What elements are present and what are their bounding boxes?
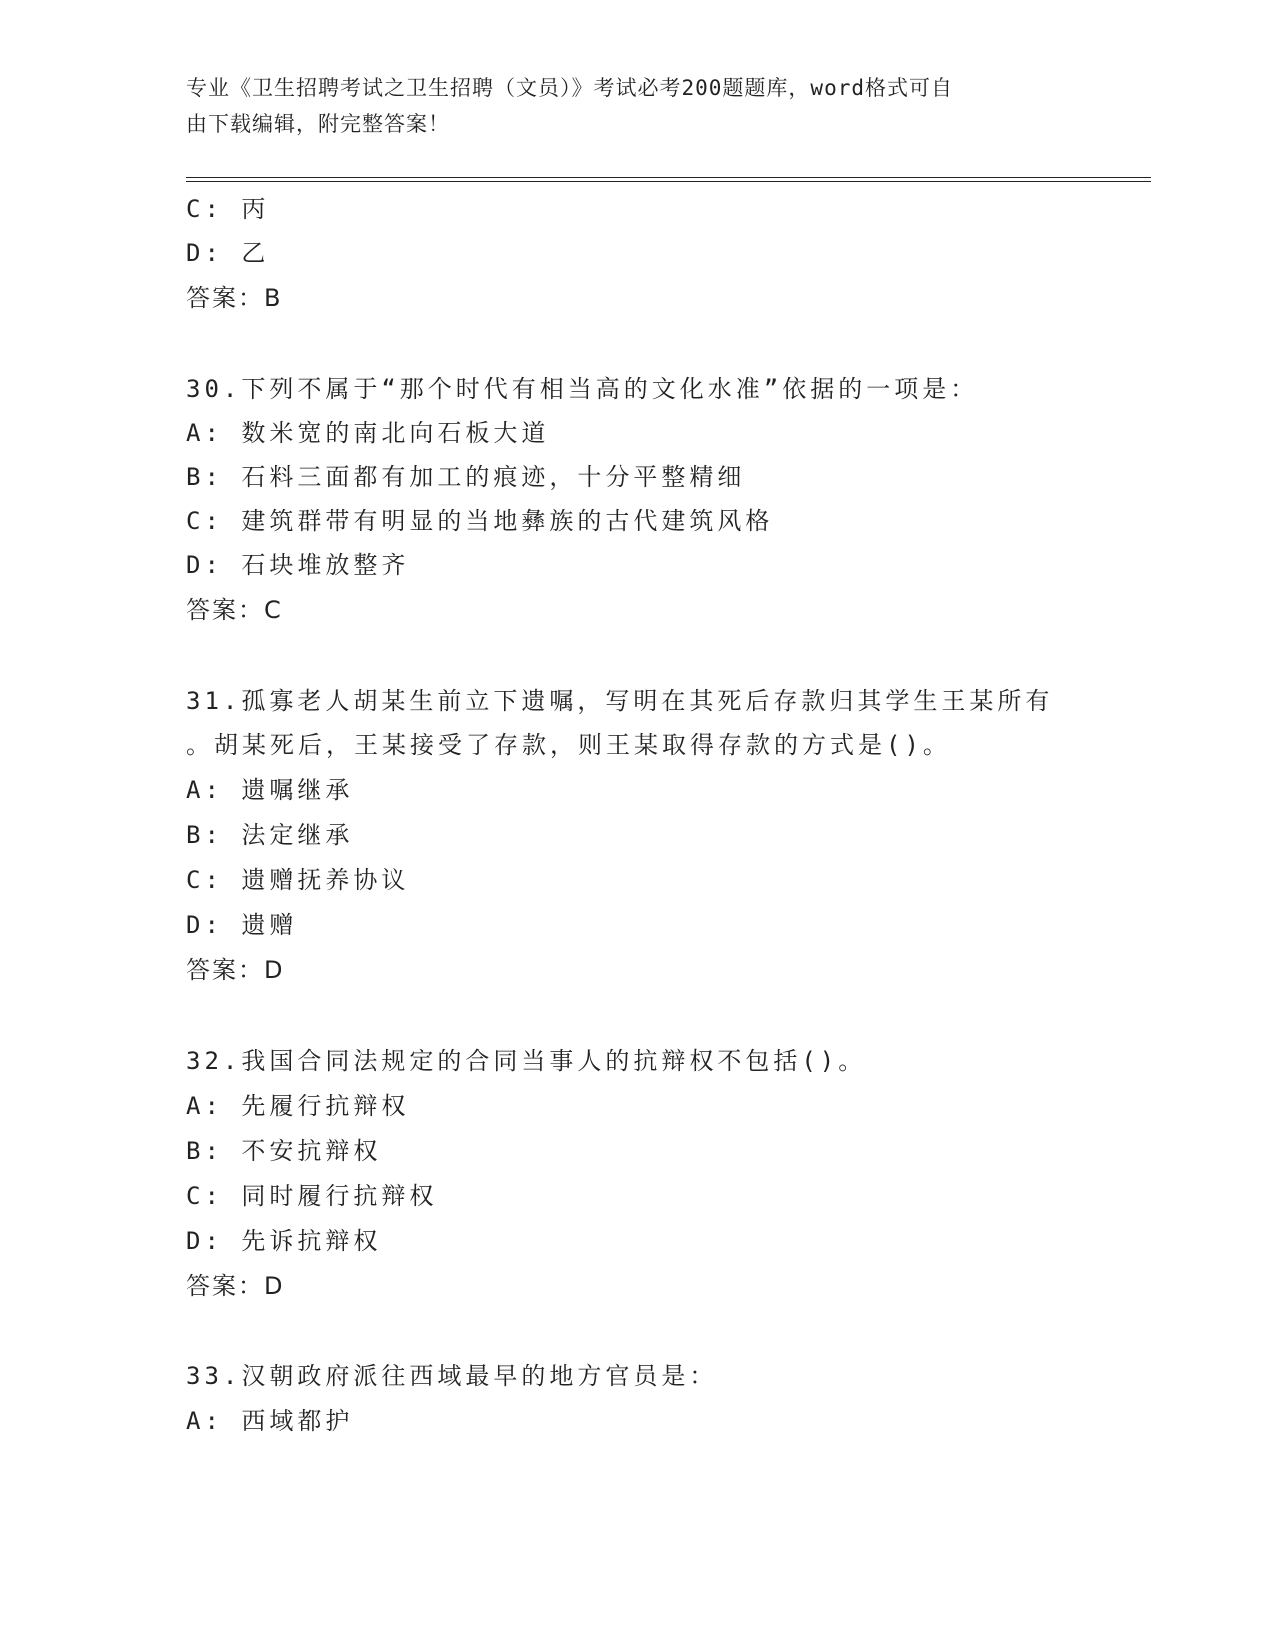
q32-option-c: C: 同时履行抗辩权 bbox=[186, 1182, 438, 1210]
q31-option-a: A: 遗嘱继承 bbox=[186, 776, 354, 804]
q29-answer: 答案：B bbox=[186, 284, 283, 312]
q30-option-c: C: 建筑群带有明显的当地彝族的古代建筑风格 bbox=[186, 507, 774, 535]
q30-option-a: A: 数米宽的南北向石板大道 bbox=[186, 419, 550, 447]
q31-option-d: D: 遗赠 bbox=[186, 911, 298, 939]
q31-answer: 答案：D bbox=[186, 956, 285, 984]
q30-option-b: B: 石料三面都有加工的痕迹，十分平整精细 bbox=[186, 463, 746, 491]
q30-stem: 30.下列不属于“那个时代有相当高的文化水准”依据的一项是： bbox=[186, 375, 979, 403]
q32-option-b: B: 不安抗辩权 bbox=[186, 1137, 382, 1165]
q33-option-a: A: 西域都护 bbox=[186, 1407, 354, 1435]
q32-option-a: A: 先履行抗辩权 bbox=[186, 1092, 410, 1120]
q31-stem-line-1: 31.孤寡老人胡某生前立下遗嘱，写明在其死后存款归其学生王某所有 bbox=[186, 687, 1054, 715]
q33-stem: 33.汉朝政府派往西域最早的地方官员是： bbox=[186, 1362, 718, 1390]
q31-stem-line-2: 。胡某死后，王某接受了存款，则王某取得存款的方式是()。 bbox=[186, 731, 951, 759]
q30-answer: 答案：C bbox=[186, 596, 283, 624]
q32-answer: 答案：D bbox=[186, 1272, 285, 1300]
q32-stem: 32.我国合同法规定的合同当事人的抗辩权不包括()。 bbox=[186, 1047, 867, 1075]
document-header bbox=[186, 70, 1066, 142]
q32-option-d: D: 先诉抗辩权 bbox=[186, 1227, 382, 1255]
q31-option-b: B: 法定继承 bbox=[186, 821, 354, 849]
q31-option-c: C: 遗赠抚养协议 bbox=[186, 866, 410, 894]
q29-option-d: D: 乙 bbox=[186, 239, 270, 267]
header-title-line-1: 专业《卫生招聘考试之卫生招聘（文员）》考试必考200题题库，word格式可自 bbox=[186, 76, 953, 100]
header-rule-bottom bbox=[186, 181, 1151, 182]
header-rule-top bbox=[186, 177, 1151, 178]
q30-option-d: D: 石块堆放整齐 bbox=[186, 551, 410, 579]
header-title-line-2: 由下载编辑，附完整答案！ bbox=[186, 112, 450, 136]
q29-option-c: C: 丙 bbox=[186, 195, 270, 223]
